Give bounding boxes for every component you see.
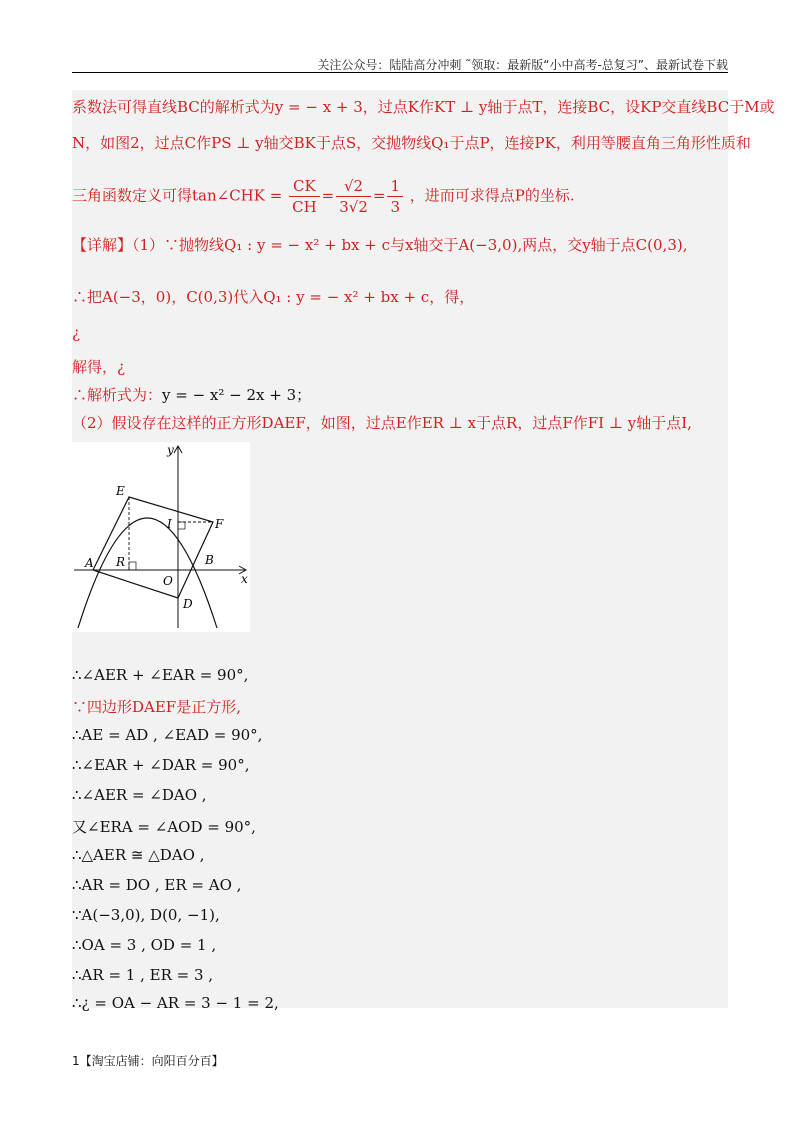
- label-r: R: [116, 555, 126, 569]
- proof-line-2: [72, 696, 241, 717]
- label-a: A: [85, 556, 94, 570]
- proof-line-12: ∴¿ = OA − AR = 3 − 1 = 2,: [72, 994, 279, 1012]
- label-b: B: [205, 553, 214, 567]
- page-header: 关注公众号：陆陆高分冲刺 ˜领取：最新版“小中高考-总复习”、最新试卷下载: [317, 58, 728, 72]
- tan-prefix: 三角函数定义可得tan∠CHK =: [72, 186, 283, 205]
- parabola-curve: [78, 518, 217, 628]
- analysis-line-1: 系数法可得直线BC的解析式为y = − x + 3，过点K作KT ⊥ y轴于点T，连接BC，设KP交直线BC于M或: [72, 98, 775, 116]
- proof-line-7: ∴△AER ≅ △DAO ,: [72, 846, 205, 864]
- detail-tag: 【详解】: [72, 236, 133, 254]
- frac3-denominator: 3: [390, 198, 401, 216]
- proof-line-1: ∴∠AER + ∠EAR = 90°,: [72, 666, 249, 684]
- proof-line-8: ∴AR = DO , ER = AO ,: [72, 876, 242, 894]
- solve-line: 解得，¿: [72, 358, 126, 376]
- label-x: x: [241, 572, 248, 586]
- figure-svg: [72, 442, 250, 632]
- label-y: y: [167, 443, 174, 457]
- frac2-denominator: 3√2: [339, 198, 368, 216]
- proof-line-5: ∴∠AER = ∠DAO ,: [72, 786, 207, 804]
- page-footer: 1【淘宝店铺：向阳百分百】: [72, 1054, 224, 1068]
- fraction-one-third: [387, 176, 403, 217]
- fraction-root2: [336, 176, 371, 217]
- label-i: I: [167, 517, 172, 531]
- frac2-numerator: √2: [336, 176, 371, 197]
- right-angle-i: [178, 522, 185, 529]
- expression-value: y = − x² − 2x + 3；: [162, 386, 312, 404]
- detail-part1-text: （1）∵抛物线Q₁ : y = − x² + bx + c与x轴交于A(−3,0),两点，交y轴于点C(0,3),: [132, 236, 688, 254]
- proof-line-9: ∵A(−3,0), D(0, −1),: [72, 906, 220, 924]
- frac1-denominator: CH: [292, 198, 317, 216]
- proof-line-4: ∴∠EAR + ∠DAR = 90°,: [72, 756, 250, 774]
- expression-label: ∴解析式为：: [72, 386, 163, 404]
- label-e: E: [116, 484, 125, 498]
- frac1-numerator: CK: [289, 176, 320, 197]
- proof-line-6: 又∠ERA = ∠AOD = 90°,: [72, 818, 256, 836]
- tan-suffix: ，进而可求得点P的坐标.: [409, 186, 575, 205]
- label-d: D: [183, 597, 193, 611]
- proof-line-3: ∴AE = AD , ∠EAD = 90°,: [72, 726, 263, 744]
- detail-substitution: ∴把A(−3，0)，C(0,3)代入Q₁ : y = − x² + bx + c，得，: [72, 288, 475, 306]
- garbled-char-1: ¿: [72, 324, 81, 342]
- content-area: [72, 90, 775, 1012]
- proof-line-10: ∴OA = 3 , OD = 1 ,: [72, 936, 217, 954]
- expression-line: [72, 384, 311, 405]
- proof-line-2-text: ∵四边形DAEF是正方形,: [72, 698, 241, 716]
- analysis-line-3: 三角函数定义可得tan∠CHK = $\frac{CK}{CH}$ = $\frac{√2}{3√2}$ = $\frac{1}{3}$ ，进而可求得点P的坐标.: [72, 177, 575, 216]
- proof-line-11: ∴AR = 1 , ER = 3 ,: [72, 966, 214, 984]
- frac3-numerator: 1: [387, 176, 403, 197]
- geometry-figure: [72, 442, 250, 632]
- analysis-line-2: N，如图2，过点C作PS ⊥ y轴交BK于点S，交抛物线Q₁于点P，连接PK，利用等腰直角三角形性质和: [72, 134, 751, 152]
- label-f: F: [215, 517, 224, 531]
- detail-part1: [72, 234, 688, 255]
- detail-part2: （2）假设存在这样的正方形DAEF，如图，过点E作ER ⊥ x于点R，过点F作FI ⊥ y轴于点I,: [72, 414, 692, 432]
- fraction-ck-ch: [289, 176, 320, 217]
- header-divider: [72, 72, 728, 73]
- label-o: O: [163, 574, 173, 588]
- right-angle-r: [129, 562, 136, 570]
